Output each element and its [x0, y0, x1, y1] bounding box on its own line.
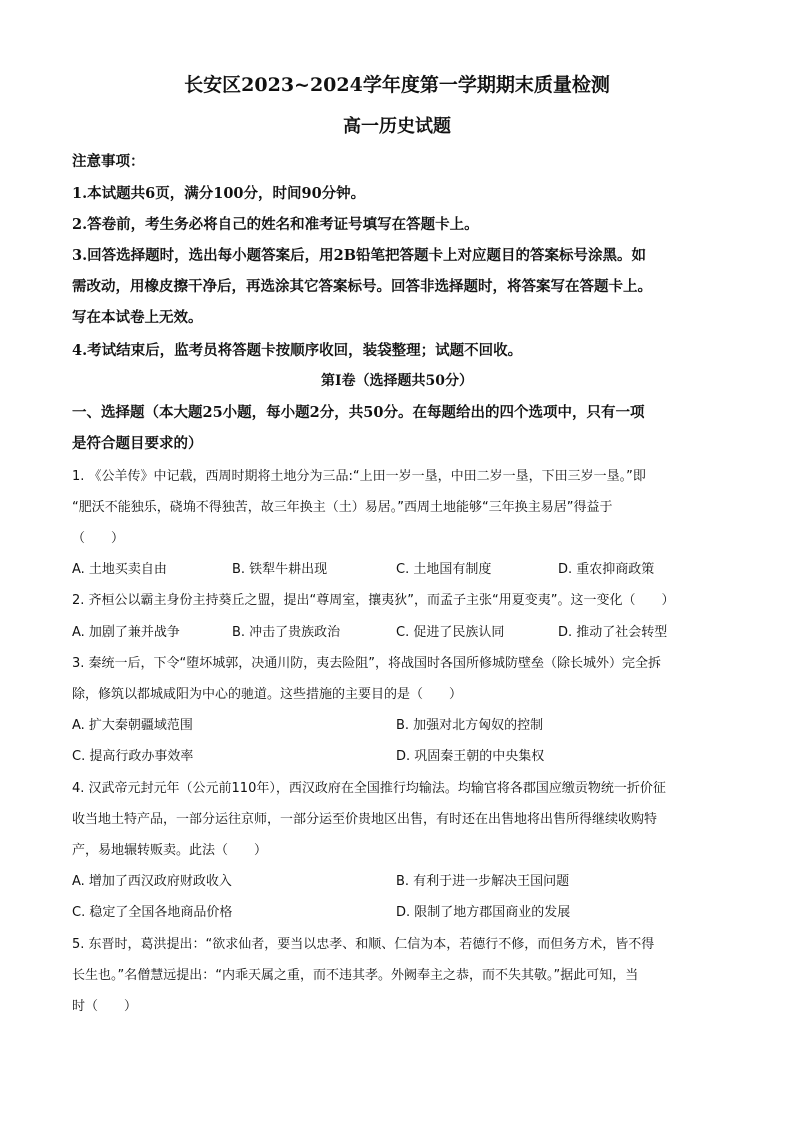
option-a: A. 增加了西汉政府财政收入	[72, 874, 232, 889]
section-instruction: 一、选择题（本大题25小题，每小题2分，共50分。在每题给出的四个选项中，只有一项	[72, 404, 645, 421]
option-d: D. 推动了社会转型	[558, 625, 668, 640]
notice-heading: 注意事项：	[72, 153, 145, 170]
option-a: A. 土地买卖自由	[72, 562, 167, 577]
exam-title: 长安区2023~2024学年度第一学期期末质量检测	[184, 74, 610, 96]
question-stem: 收当地土特产品，一部分运往京师，一部分运至价贵地区出售，有时还在出售地将出售所得继续收购特	[72, 812, 658, 827]
option-c: C. 稳定了全国各地商品价格	[72, 905, 233, 920]
option-d: D. 限制了地方郡国商业的发展	[396, 905, 571, 920]
question-stem: （ ）	[72, 531, 125, 546]
notice-line: 3.回答选择题时，选出每小题答案后，用2B铅笔把答题卡上对应题目的答案标号涂黑。如	[72, 247, 646, 264]
notice-line: 需改动，用橡皮擦干净后，再选涂其它答案标号。回答非选择题时，将答案写在答题卡上。	[72, 278, 652, 295]
option-a: A. 加剧了兼并战争	[72, 625, 180, 640]
notice-line: 2.答卷前，考生务必将自己的姓名和准考证号填写在答题卡上。	[72, 216, 479, 233]
notice-line: 4.考试结束后，监考员将答题卡按顺序收回，装袋整理；试题不回收。	[72, 342, 523, 359]
question-stem: 2. 齐桓公以霸主身份主持葵丘之盟，提出“尊周室，攘夷狄”，而孟子主张“用夏变夷”。这一变化（ ）	[72, 593, 675, 608]
option-b: B. 加强对北方匈奴的控制	[396, 718, 544, 733]
question-stem: 3. 秦统一后，下令“堕坏城郭，决通川防，夷去险阻”，将战国时各国所修城防壁垒（除长城外）完全拆	[72, 656, 662, 671]
question-stem: 时（ ）	[72, 999, 138, 1014]
option-b: B. 冲击了贵族政治	[232, 625, 341, 640]
notice-line: 写在本试卷上无效。	[72, 309, 203, 326]
exam-subtitle: 高一历史试题	[343, 116, 451, 137]
question-stem: 除，修筑以都城咸阳为中心的驰道。这些措施的主要目的是（ ）	[72, 687, 463, 702]
option-c: C. 促进了民族认同	[396, 625, 505, 640]
question-stem: 5. 东晋时，葛洪提出：“欲求仙者，要当以忠孝、和顺、仁信为本，若德行不修，而但务方术，皆不得	[72, 937, 655, 952]
notice-line: 1.本试题共6页，满分100分，时间90分钟。	[72, 185, 366, 202]
option-d: D. 重农抑商政策	[558, 562, 655, 577]
option-c: C. 土地国有制度	[396, 562, 492, 577]
question-stem: 产，易地辗转贩卖。此法（ ）	[72, 843, 268, 858]
option-d: D. 巩固秦王朝的中央集权	[396, 749, 545, 764]
option-b: B. 铁犁牛耕出现	[232, 562, 328, 577]
question-stem: 4. 汉武帝元封元年（公元前110年），西汉政府在全国推行均输法。均输官将各郡国应缴贡物统一折价征	[72, 781, 666, 796]
section-instruction: 是符合题目要求的）	[72, 435, 203, 452]
option-a: A. 扩大秦朝疆域范围	[72, 718, 193, 733]
option-c: C. 提高行政办事效率	[72, 749, 194, 764]
question-stem: “肥沃不能独乐，硗埆不得独苦，故三年换主（土）易居。”西周土地能够“三年换主易居”得益于	[72, 500, 613, 515]
question-stem: 长生也。”名僧慧远提出：“内乖天属之重，而不违其孝。外阙奉主之恭，而不失其敬。”据此可知，当	[72, 968, 639, 983]
question-stem: 1. 《公羊传》中记载，西周时期将土地分为三品:“上田一岁一垦，中田二岁一垦，下田三岁一垦。”即	[72, 469, 646, 484]
part-title: 第Ⅰ卷（选择题共50分）	[320, 373, 474, 389]
option-b: B. 有利于进一步解决王国问题	[396, 874, 570, 889]
